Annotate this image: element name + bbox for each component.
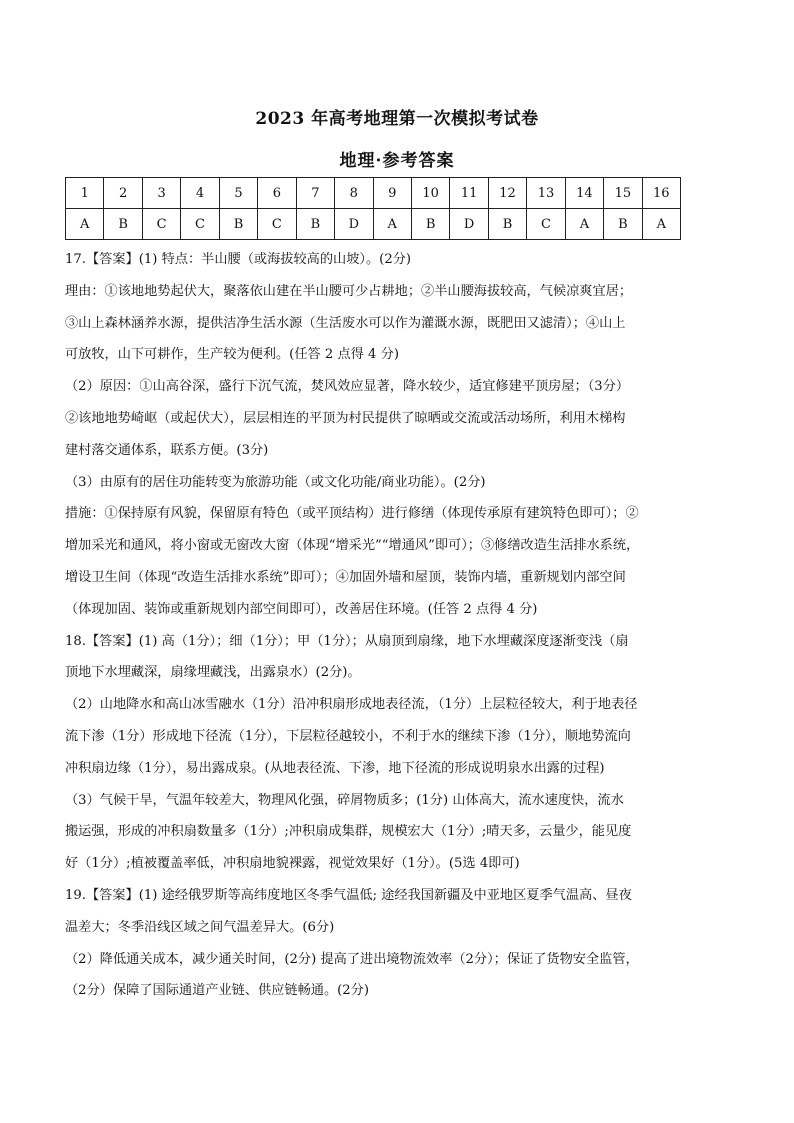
answer-cell: C	[258, 209, 296, 240]
text-line: 增加采光和通风，将小窗或无窗改大窗（体现“增采光”“增通风”即可）；③修缮改造生活排水系统，	[65, 538, 640, 554]
answer-explanations	[65, 250, 685, 1013]
question-number-cell: 16	[642, 178, 680, 209]
answer-table-number-row	[66, 178, 681, 209]
question-number-cell: 13	[527, 178, 565, 209]
page-title: 2023 年高考地理第一次模拟考试卷	[255, 109, 539, 129]
text-line: 顶地下水埋藏深，扇缘埋藏浅，出露泉水）(2分)。	[65, 665, 361, 681]
answer-cell: B	[604, 209, 642, 240]
answer-cell: B	[488, 209, 526, 240]
text-line: 搬运强，形成的冲积扇数量多（1分）;冲积扇成集群，规模宏大（1分）;晴天多，云量少，能见度	[65, 824, 632, 840]
text-line: 19.【答案】(1) 途经俄罗斯等高纬度地区冬季气温低; 途经我国新疆及中亚地区夏季气温高、昼夜	[65, 887, 632, 903]
question-number-cell: 2	[104, 178, 142, 209]
text-line: （3）由原有的居住功能转变为旅游功能（或文化功能/商业功能）。(2分)	[65, 474, 486, 490]
text-line: 可放牧，山下可耕作，生产较为便利。(任答 2 点得 4 分)	[65, 347, 399, 363]
answer-cell: B	[296, 209, 334, 240]
text-line: ③山上森林涵养水源，提供洁净生活水源（生活废水可以作为灌溉水源，既肥田又滤清）；④山上	[65, 315, 626, 331]
question-number-cell: 8	[335, 178, 373, 209]
text-line: 建村落交通体系，联系方便。(3分)	[65, 442, 269, 458]
text-line: 冲积扇边缘（1分），易出露成泉。(从地表径流、下渗，地下径流的形成说明泉水出露的过程)	[65, 760, 605, 776]
page-subtitle: 地理·参考答案	[339, 151, 455, 171]
question-number-cell: 11	[450, 178, 488, 209]
question-number-cell: 5	[219, 178, 257, 209]
text-line: 增设卫生间（体现“改造生活排水系统”即可）；④加固外墙和屋顶，装饰内墙，重新规划内部空间	[65, 569, 626, 585]
text-line: （2）原因：①山高谷深，盛行下沉气流，焚风效应显著，降水较少，适宜修建平顶房屋；（3分）	[65, 379, 630, 395]
text-line: 17.【答案】(1) 特点：半山腰（或海拔较高的山坡）。(2分)	[65, 252, 412, 267]
text-line: 流下渗（1分）形成地下径流（1分），下层粒径越较小，不利于水的继续下渗（1分），顺地势流向	[65, 728, 631, 744]
question-number-cell: 7	[296, 178, 334, 209]
text-line: 好（1分）;植被覆盖率低，冲积扇地貌裸露，视觉效果好（1分）。(5选 4即可)	[65, 856, 520, 872]
answer-cell: B	[219, 209, 257, 240]
answer-cell: A	[373, 209, 411, 240]
answer-cell: A	[565, 209, 603, 240]
text-line: （2）山地降水和高山冰雪融水（1分）沿冲积扇形成地表径流，（1分）上层粒径较大，利于地表径	[65, 697, 638, 713]
text-line: 理由：①该地地势起伏大，聚落依山建在半山腰可少占耕地；②半山腰海拔较高，气候凉爽宜居；	[65, 283, 633, 299]
answer-cell: C	[181, 209, 219, 240]
text-line: （3）气候干旱，气温年较差大，物理风化强，碎屑物质多；(1分) 山体高大，流水速度快，流水	[65, 792, 624, 808]
question-number-cell: 15	[604, 178, 642, 209]
question-number-cell: 6	[258, 178, 296, 209]
text-line: ②该地地势崎岖（或起伏大），层层相连的平顶为村民提供了晾晒或交流或活动场所，利用木梯构	[65, 410, 626, 426]
answer-cell: A	[642, 209, 680, 240]
answer-cell: A	[66, 209, 104, 240]
answer-key-table	[65, 177, 681, 240]
question-number-cell: 1	[66, 178, 104, 209]
answer-cell: D	[335, 209, 373, 240]
answer-cell: D	[450, 209, 488, 240]
question-number-cell: 10	[411, 178, 449, 209]
question-number-cell: 4	[181, 178, 219, 209]
text-line: （2分）保障了国际通道产业链、供应链畅通。(2分)	[65, 983, 370, 999]
text-line: 18.【答案】(1) 高（1分）；细（1分）；甲（1分）；从扇顶到扇缘，地下水埋藏深度逐渐变浅（扇	[65, 633, 629, 649]
question-number-cell: 14	[565, 178, 603, 209]
text-line: 温差大；冬季沿线区域之间气温差异大。(6分)	[65, 919, 335, 935]
text-line: 措施：①保持原有风貌，保留原有特色（或平顶结构）进行修缮（体现传承原有建筑特色即可）；②	[65, 506, 639, 522]
answer-cell: B	[104, 209, 142, 240]
answer-table-answer-row	[66, 209, 681, 240]
question-number-cell: 3	[142, 178, 180, 209]
question-number-cell: 9	[373, 178, 411, 209]
answer-cell: C	[527, 209, 565, 240]
text-line: （体现加固、装饰或重新规划内部空间即可），改善居住环境。(任答 2 点得 4 分)	[65, 601, 538, 617]
answer-cell: B	[411, 209, 449, 240]
text-line: （2）降低通关成本，减少通关时间，(2分) 提高了进出境物流效率（2分）；保证了货物安全监管，	[65, 951, 639, 967]
answer-cell: C	[142, 209, 180, 240]
question-number-cell: 12	[488, 178, 526, 209]
